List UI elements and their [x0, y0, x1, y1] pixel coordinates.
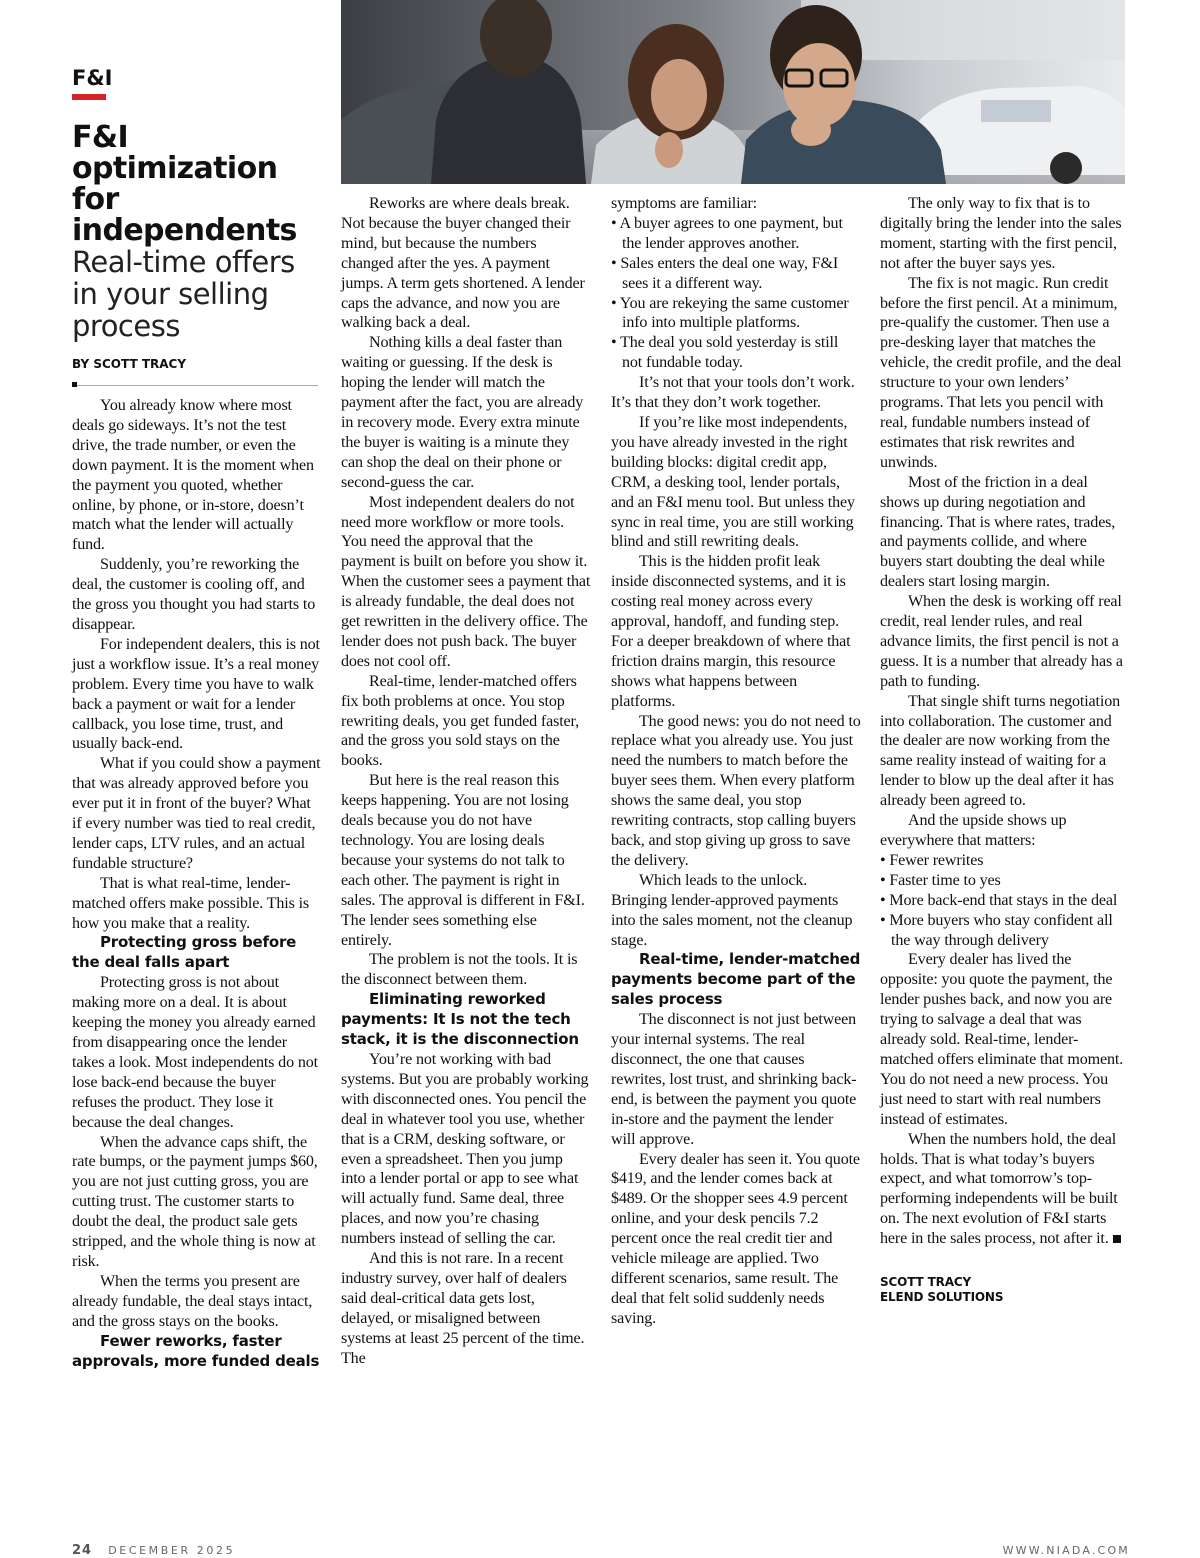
paragraph: Which leads to the unlock. Bringing lender-approved payments into the sales moment, not the cleanup stage.	[611, 871, 853, 949]
paragraph: When the advance caps shift, the rate bumps, or the payment jumps $60, you are not just cutting gross, you are cutting trust. The customer starts to doubt the deal, the product sale gets stripped, and the whole thing is now at risk.	[72, 1133, 318, 1270]
paragraph: Suddenly, you’re reworking the deal, the customer is cooling off, and the gross you thought you had starts to disappear.	[72, 556, 316, 633]
dealership-photo-illustration	[341, 0, 1125, 184]
paragraph: The fix is not magic. Run credit before the first pencil. At a minimum, pre-qualify the customer. Then use a pre-desking layer that matches the vehicle, the credit profile, and the deal structure to your own lenders’ programs. That lets you pencil with real, fundable numbers instead of estimates that risk rewrites and unwinds.	[880, 274, 1122, 471]
author-signature	[880, 1275, 1130, 1305]
paragraph: Reworks are where deals break. Not because the buyer changed their mind, but because the numbers changed after the yes. A payment jumps. A term gets shortened. A lender caps the advance, and now you are walking back a deal.	[341, 195, 585, 332]
list-item: • Sales enters the deal one way, F&I sees it a different way.	[611, 254, 861, 294]
paragraph: When the desk is working off real credit, real lender rules, and real advance limits, the first pencil is not a guess. It is a number that already has a path to funding.	[880, 593, 1123, 690]
paragraph: Most of the friction in a deal shows up during negotiation and financing. That is where rates, trades, and payments collide, and where buyers start doubting the deal while dealers start losing margin.	[880, 473, 1116, 591]
symptom-list	[611, 214, 861, 373]
list-item: • More buyers who stay confident all the way through delivery	[880, 911, 1130, 951]
upside-list	[880, 851, 1130, 951]
paragraph-text: When the numbers hold, the deal holds. That is what today’s buyers expect, and what tomorrow’s top-performing independents will be built on. The next evolution of F&I starts here in the sales process, not after it.	[880, 1130, 1118, 1248]
paragraph: And this is not rare. In a recent industry survey, over half of dealers said deal-critical data gets lost, delayed, or misaligned between systems at least 25 percent of the time. The	[341, 1250, 585, 1367]
paragraph: When the terms you present are already fundable, the deal stays intact, and the gross stays on the books.	[72, 1272, 313, 1330]
paragraph: You already know where most deals go sideways. It’s not the test drive, the trade number, or even the down payment. It is the moment when the payment you quoted, whether online, by phone, or in-store, doesn’t match what the lender will actually fund.	[72, 397, 314, 554]
author-name: SCOTT TRACY	[880, 1275, 972, 1290]
paragraph-final	[880, 1130, 1130, 1249]
paragraph: And the upside shows up everywhere that matters:	[880, 812, 1067, 849]
paragraph: What if you could show a payment that was already approved before you ever put it in front of the buyer? What if every number was tied to real credit, lender caps, LTV rules, and an actual fundable structure?	[72, 755, 321, 872]
page-footer-left	[72, 1543, 235, 1558]
list-item: • More back-end that stays in the deal	[880, 891, 1130, 911]
paragraph: The problem is not the tools. It is the disconnect between them.	[341, 951, 578, 989]
list-item: • Faster time to yes	[880, 871, 1130, 891]
article-column-2	[341, 194, 591, 1368]
paragraph: Real-time, lender-matched offers fix both problems at once. You stop rewriting deals, you get funded faster, and the gross you sold stays on the books.	[341, 672, 579, 770]
list-item: • Fewer rewrites	[880, 851, 1130, 871]
paragraph: It’s not that your tools don’t work. It’s that they don’t work together.	[611, 374, 855, 412]
paragraph: Nothing kills a deal faster than waiting or guessing. If the desk is hoping the lender will match the payment after the fact, you are already in recovery mode. Every extra minute the buyer is waiting is a minute they can shop the deal on their phone or second-guess the car.	[341, 334, 584, 491]
author-company: ELEND SOLUTIONS	[880, 1290, 1004, 1305]
paragraph: That single shift turns negotiation into collaboration. The customer and the dealer are now working from the same reality instead of waiting for a lender to blow up the deal after it has already been agreed to.	[880, 692, 1120, 810]
byline-divider	[72, 385, 318, 386]
subheading-real-time-payments: Real-time, lender-matched payments become part of the sales process	[611, 950, 861, 1009]
article-column-4	[880, 194, 1130, 1305]
paragraph: For independent dealers, this is not just a workflow issue. It’s a real money problem. Every time you have to walk back a payment or wait for a lender callback, you lose time, trust, and usually back-end.	[72, 635, 320, 753]
paragraph: symptoms are familiar:	[611, 195, 757, 212]
subheading-fewer-reworks: Fewer reworks, faster approvals, more funded deals	[72, 1331, 320, 1370]
article-column-3	[611, 194, 861, 1329]
paragraph: That is what real-time, lender-matched offers make possible. This is how you make that a reality.	[72, 874, 310, 932]
issue-date: DECEMBER 2025	[108, 1544, 236, 1557]
section-tag-bar	[72, 94, 106, 100]
article-column-1	[72, 396, 322, 1371]
paragraph: You’re not working with bad systems. But you are probably working with disconnected ones. You pencil the deal in whatever tool you use, whether that is a CRM, desking software, or even a spreadsheet. Then you jump into a lender portal or app to see what will actually fund. Same deal, three places, and now you’re chasing numbers instead of selling the car.	[341, 1050, 589, 1248]
paragraph: If you’re like most independents, you have already invested in the right building blocks: digital credit app, CRM, a desking tool, lender portals, and an F&I menu tool. But unless they sync in real time, you are still working blind and still rewriting deals.	[611, 413, 855, 551]
paragraph: Every dealer has seen it. You quote $419, and the lender comes back at $489. Or the shopper sees 4.9 percent online, and your desk pencils 7.2 percent once the real credit tier and vehicle mileage are applied. Two different scenarios, same result. The deal that felt solid suddenly needs saving.	[611, 1150, 860, 1327]
list-item: • You are rekeying the same customer info into multiple platforms.	[611, 294, 861, 334]
header-photo	[341, 0, 1125, 184]
byline: BY SCOTT TRACY	[72, 357, 187, 371]
list-item: • The deal you sold yesterday is still not fundable today.	[611, 333, 861, 373]
subheading-eliminating-reworked: Eliminating reworked payments: It Is not the tech stack, it is the disconnection	[341, 990, 579, 1049]
paragraph: Protecting gross is not about making more on a deal. It is about keeping the money you already earned from disappearing once the lender takes a look. Most independents do not lose back-end because the buyer refuses the product. They lose it because the deal changes.	[72, 974, 318, 1131]
subheading-protecting-gross: Protecting gross before the deal falls apart	[72, 933, 297, 972]
end-mark-icon	[1113, 1235, 1121, 1243]
paragraph: The good news: you do not need to replace what you already use. You just need the numbers to match before the buyer sees them. When every platform shows the same deal, you stop rewriting contracts, stop calling buyers back, and stop giving up gross to save the delivery.	[611, 712, 861, 869]
paragraph: This is the hidden profit leak inside disconnected systems, and it is costing real money across every approval, handoff, and funding step. For a deeper breakdown of where that friction drains margin, this resource shows what happens between platforms.	[611, 553, 851, 710]
paragraph: The disconnect is not just between your internal systems. The real disconnect, the one that causes rewrites, lost trust, and shrinking back-end, is between the payment you quote in-store and the payment the lender will approve.	[611, 1011, 857, 1148]
paragraph: Every dealer has lived the opposite: you quote the payment, the lender pushes back, and now you are trying to salvage a deal that was already sold. Real-time, lender-matched offers eliminate that moment. You do not need a new process. You just need to start with real numbers instead of estimates.	[880, 951, 1124, 1128]
article-subtitle: Real-time offers in your selling process	[72, 245, 295, 343]
paragraph: Most independent dealers do not need more workflow or more tools. You need the approval that the payment is built on before you show it. When the customer sees a payment that is already fundable, the deal does not get rewritten in the delivery office. The lender does not push back. The buyer does not cool off.	[341, 493, 591, 670]
section-tag: F&I	[72, 66, 113, 90]
article-title: F&I optimization for independents	[72, 120, 297, 248]
page-number: 24	[72, 1543, 93, 1558]
byline-square-icon	[72, 382, 77, 387]
website-url: WWW.NIADA.COM	[1002, 1544, 1130, 1557]
paragraph: But here is the real reason this keeps happening. You are not losing deals because you do not have technology. You are losing deals because your systems do not talk to each other. The payment is right in sales. The approval is different in F&I. The lender sees something else entirely.	[341, 772, 585, 949]
paragraph: The only way to fix that is to digitally bring the lender into the sales moment, starting with the first pencil, not after the buyer says yes.	[880, 195, 1122, 272]
list-item: • A buyer agrees to one payment, but the lender approves another.	[611, 214, 861, 254]
